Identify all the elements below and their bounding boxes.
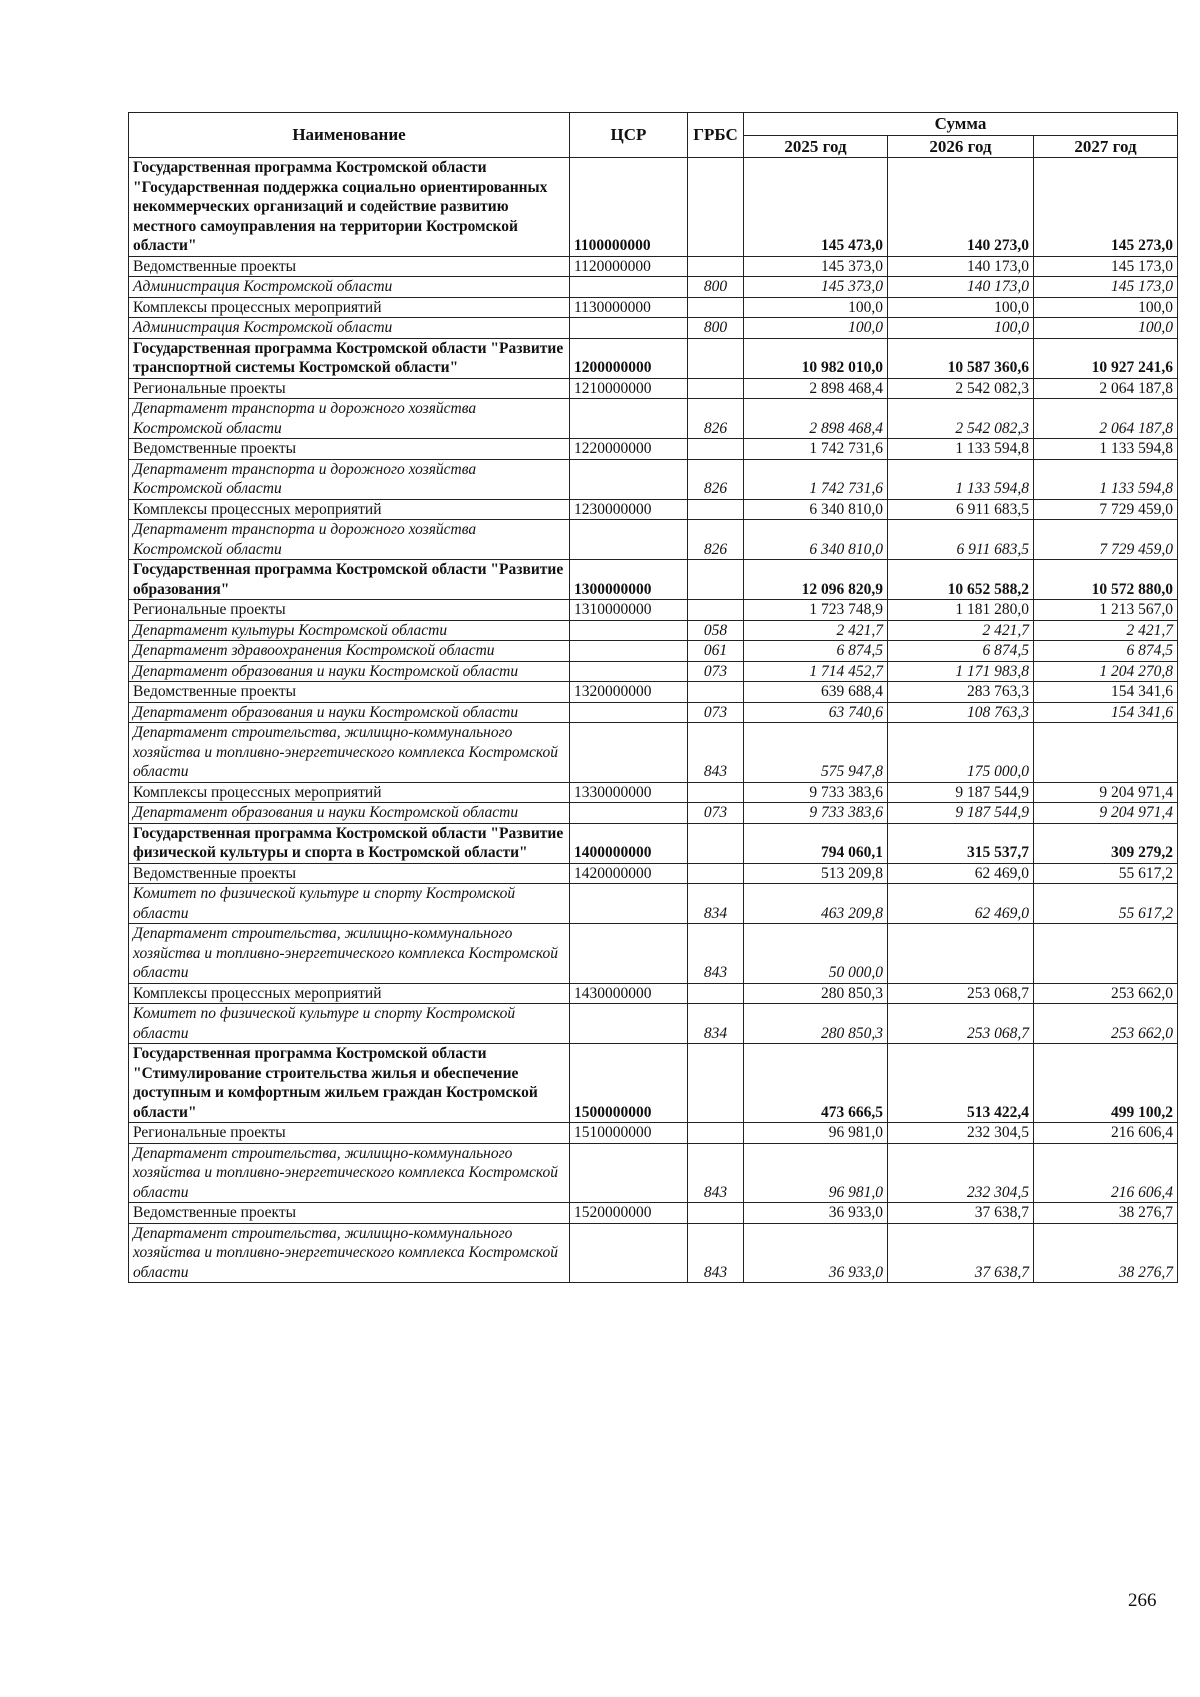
row-name-cell: Администрация Костромской области	[129, 277, 570, 298]
row-2027-cell: 7 729 459,0	[1034, 499, 1178, 520]
row-csr-cell: 1230000000	[570, 499, 688, 520]
row-2027-cell: 253 662,0	[1034, 1004, 1178, 1044]
table-row	[129, 884, 1178, 924]
row-2025-cell: 12 096 820,9	[744, 560, 888, 600]
row-2027-cell: 2 064 187,8	[1034, 399, 1178, 439]
row-2025-cell: 50 000,0	[744, 924, 888, 984]
row-2027-cell: 309 279,2	[1034, 823, 1178, 863]
row-2027-cell: 10 927 241,6	[1034, 338, 1178, 378]
row-name-cell: Ведомственные проекты	[129, 1203, 570, 1224]
header-csr: ЦСР	[570, 113, 688, 158]
header-grbs: ГРБС	[688, 113, 744, 158]
table-row	[129, 803, 1178, 824]
row-csr-cell	[570, 924, 688, 984]
row-grbs-cell	[688, 1203, 744, 1224]
row-name-cell: Департамент культуры Костромской области	[129, 620, 570, 641]
row-2025-cell: 96 981,0	[744, 1123, 888, 1144]
row-csr-cell: 1330000000	[570, 782, 688, 803]
row-2025-cell: 96 981,0	[744, 1143, 888, 1203]
row-2026-cell: 1 171 983,8	[888, 661, 1034, 682]
row-grbs-cell	[688, 863, 744, 884]
row-2025-cell: 145 373,0	[744, 277, 888, 298]
row-name-cell: Департамент строительства, жилищно-коммунального хозяйства и топливно-энергетического комплекса Костромской области	[129, 1143, 570, 1203]
row-csr-cell	[570, 459, 688, 499]
row-2026-cell: 140 173,0	[888, 277, 1034, 298]
row-grbs-cell: 843	[688, 1223, 744, 1283]
row-2026-cell: 315 537,7	[888, 823, 1034, 863]
row-2025-cell: 145 373,0	[744, 256, 888, 277]
row-grbs-cell	[688, 338, 744, 378]
table-row	[129, 277, 1178, 298]
row-grbs-cell: 843	[688, 723, 744, 783]
row-2027-cell	[1034, 723, 1178, 783]
row-2025-cell: 10 982 010,0	[744, 338, 888, 378]
row-2026-cell: 10 652 588,2	[888, 560, 1034, 600]
row-2026-cell	[888, 924, 1034, 984]
row-2026-cell: 2 542 082,3	[888, 378, 1034, 399]
row-2027-cell: 1 204 270,8	[1034, 661, 1178, 682]
row-name-cell: Департамент строительства, жилищно-коммунального хозяйства и топливно-энергетического комплекса Костромской области	[129, 723, 570, 783]
row-grbs-cell	[688, 983, 744, 1004]
row-2026-cell: 1 133 594,8	[888, 439, 1034, 460]
row-csr-cell: 1400000000	[570, 823, 688, 863]
row-2026-cell: 283 763,3	[888, 682, 1034, 703]
row-2027-cell: 216 606,4	[1034, 1143, 1178, 1203]
table-row	[129, 782, 1178, 803]
row-name-cell: Администрация Костромской области	[129, 318, 570, 339]
header-year-2026: 2026 год	[888, 135, 1034, 158]
row-grbs-cell: 073	[688, 661, 744, 682]
row-csr-cell: 1510000000	[570, 1123, 688, 1144]
row-grbs-cell	[688, 823, 744, 863]
row-name-cell: Ведомственные проекты	[129, 439, 570, 460]
row-name-cell: Государственная программа Костромской области "Развитие транспортной системы Костромской области"	[129, 338, 570, 378]
row-grbs-cell: 800	[688, 318, 744, 339]
row-name-cell: Ведомственные проекты	[129, 682, 570, 703]
row-2026-cell: 140 173,0	[888, 256, 1034, 277]
row-2026-cell: 253 068,7	[888, 1004, 1034, 1044]
row-csr-cell: 1320000000	[570, 682, 688, 703]
table-row	[129, 499, 1178, 520]
row-2025-cell: 639 688,4	[744, 682, 888, 703]
row-csr-cell	[570, 520, 688, 560]
row-name-cell: Государственная программа Костромской области "Стимулирование строительства жилья и обеспечение доступным и комфортным жильем граждан Костромской области"	[129, 1044, 570, 1123]
row-2025-cell: 6 340 810,0	[744, 520, 888, 560]
row-2027-cell: 145 273,0	[1034, 158, 1178, 257]
row-name-cell: Комплексы процессных мероприятий	[129, 983, 570, 1004]
header-sum: Сумма	[744, 113, 1178, 136]
row-2027-cell: 145 173,0	[1034, 277, 1178, 298]
row-grbs-cell: 800	[688, 277, 744, 298]
budget-table	[128, 112, 1178, 1283]
row-csr-cell: 1200000000	[570, 338, 688, 378]
row-name-cell: Департамент образования и науки Костромской области	[129, 661, 570, 682]
row-2026-cell: 37 638,7	[888, 1223, 1034, 1283]
row-csr-cell	[570, 318, 688, 339]
table-row	[129, 256, 1178, 277]
row-2026-cell: 62 469,0	[888, 863, 1034, 884]
row-2026-cell: 175 000,0	[888, 723, 1034, 783]
row-name-cell: Департамент транспорта и дорожного хозяйства Костромской области	[129, 399, 570, 439]
row-2027-cell	[1034, 924, 1178, 984]
table-row	[129, 682, 1178, 703]
row-2027-cell: 2 064 187,8	[1034, 378, 1178, 399]
row-csr-cell	[570, 723, 688, 783]
row-2025-cell: 100,0	[744, 297, 888, 318]
row-name-cell: Комитет по физической культуре и спорту Костромской области	[129, 1004, 570, 1044]
row-2026-cell: 232 304,5	[888, 1143, 1034, 1203]
row-2027-cell: 145 173,0	[1034, 256, 1178, 277]
row-2025-cell: 145 473,0	[744, 158, 888, 257]
row-csr-cell: 1300000000	[570, 560, 688, 600]
row-csr-cell	[570, 661, 688, 682]
row-grbs-cell	[688, 560, 744, 600]
row-grbs-cell	[688, 600, 744, 621]
row-2025-cell: 100,0	[744, 318, 888, 339]
row-csr-cell: 1520000000	[570, 1203, 688, 1224]
row-csr-cell: 1210000000	[570, 378, 688, 399]
row-2026-cell: 9 187 544,9	[888, 782, 1034, 803]
row-2027-cell: 9 204 971,4	[1034, 803, 1178, 824]
row-2025-cell: 1 742 731,6	[744, 459, 888, 499]
row-2027-cell: 55 617,2	[1034, 863, 1178, 884]
row-2025-cell: 280 850,3	[744, 983, 888, 1004]
table-row	[129, 1143, 1178, 1203]
row-csr-cell	[570, 399, 688, 439]
row-2025-cell: 575 947,8	[744, 723, 888, 783]
row-2027-cell: 10 572 880,0	[1034, 560, 1178, 600]
row-csr-cell: 1220000000	[570, 439, 688, 460]
row-2025-cell: 1 742 731,6	[744, 439, 888, 460]
row-2026-cell: 2 421,7	[888, 620, 1034, 641]
row-2027-cell: 38 276,7	[1034, 1203, 1178, 1224]
row-2027-cell: 216 606,4	[1034, 1123, 1178, 1144]
row-2026-cell: 2 542 082,3	[888, 399, 1034, 439]
row-grbs-cell: 843	[688, 1143, 744, 1203]
row-2026-cell: 6 911 683,5	[888, 499, 1034, 520]
row-grbs-cell: 826	[688, 399, 744, 439]
table-row	[129, 1004, 1178, 1044]
row-2026-cell: 10 587 360,6	[888, 338, 1034, 378]
row-csr-cell: 1310000000	[570, 600, 688, 621]
row-2025-cell: 36 933,0	[744, 1223, 888, 1283]
table-row	[129, 1223, 1178, 1283]
row-2026-cell: 62 469,0	[888, 884, 1034, 924]
row-2026-cell: 1 181 280,0	[888, 600, 1034, 621]
row-name-cell: Региональные проекты	[129, 600, 570, 621]
row-name-cell: Комплексы процессных мероприятий	[129, 297, 570, 318]
row-csr-cell	[570, 1223, 688, 1283]
table-row	[129, 661, 1178, 682]
row-2026-cell: 100,0	[888, 318, 1034, 339]
row-2026-cell: 6 874,5	[888, 641, 1034, 662]
row-csr-cell: 1100000000	[570, 158, 688, 257]
header-name: Наименование	[129, 113, 570, 158]
row-2025-cell: 2 421,7	[744, 620, 888, 641]
row-2025-cell: 6 874,5	[744, 641, 888, 662]
header-year-2027: 2027 год	[1034, 135, 1178, 158]
row-2027-cell: 55 617,2	[1034, 884, 1178, 924]
table-row	[129, 983, 1178, 1004]
row-2026-cell: 37 638,7	[888, 1203, 1034, 1224]
row-2027-cell: 38 276,7	[1034, 1223, 1178, 1283]
row-name-cell: Региональные проекты	[129, 378, 570, 399]
table-row	[129, 1203, 1178, 1224]
row-2027-cell: 253 662,0	[1034, 983, 1178, 1004]
row-name-cell: Ведомственные проекты	[129, 863, 570, 884]
row-grbs-cell	[688, 1123, 744, 1144]
row-2027-cell: 154 341,6	[1034, 682, 1178, 703]
row-grbs-cell: 073	[688, 803, 744, 824]
table-row	[129, 702, 1178, 723]
row-2026-cell: 140 273,0	[888, 158, 1034, 257]
row-csr-cell	[570, 1143, 688, 1203]
row-name-cell: Комплексы процессных мероприятий	[129, 499, 570, 520]
row-2026-cell: 513 422,4	[888, 1044, 1034, 1123]
table-row	[129, 318, 1178, 339]
row-csr-cell	[570, 620, 688, 641]
row-grbs-cell	[688, 256, 744, 277]
row-grbs-cell	[688, 782, 744, 803]
table-row	[129, 560, 1178, 600]
row-csr-cell: 1130000000	[570, 297, 688, 318]
row-csr-cell: 1500000000	[570, 1044, 688, 1123]
page-number: 266	[1128, 1590, 1157, 1611]
row-grbs-cell	[688, 682, 744, 703]
table-row	[129, 641, 1178, 662]
row-csr-cell	[570, 702, 688, 723]
row-name-cell: Ведомственные проекты	[129, 256, 570, 277]
row-grbs-cell: 834	[688, 1004, 744, 1044]
row-2027-cell: 1 133 594,8	[1034, 439, 1178, 460]
row-name-cell: Комитет по физической культуре и спорту Костромской области	[129, 884, 570, 924]
row-name-cell: Комплексы процессных мероприятий	[129, 782, 570, 803]
row-grbs-cell: 843	[688, 924, 744, 984]
table-header	[129, 113, 1178, 158]
row-name-cell: Департамент строительства, жилищно-коммунального хозяйства и топливно-энергетического комплекса Костромской области	[129, 924, 570, 984]
row-csr-cell: 1420000000	[570, 863, 688, 884]
row-grbs-cell: 834	[688, 884, 744, 924]
row-2025-cell: 9 733 383,6	[744, 803, 888, 824]
row-grbs-cell	[688, 297, 744, 318]
row-grbs-cell	[688, 499, 744, 520]
row-2027-cell: 1 133 594,8	[1034, 459, 1178, 499]
row-2026-cell: 108 763,3	[888, 702, 1034, 723]
row-csr-cell: 1120000000	[570, 256, 688, 277]
table-row	[129, 158, 1178, 257]
row-2025-cell: 2 898 468,4	[744, 399, 888, 439]
row-2025-cell: 63 740,6	[744, 702, 888, 723]
row-name-cell: Департамент строительства, жилищно-коммунального хозяйства и топливно-энергетического комплекса Костромской области	[129, 1223, 570, 1283]
row-grbs-cell	[688, 1044, 744, 1123]
row-csr-cell	[570, 884, 688, 924]
row-name-cell: Департамент образования и науки Костромской области	[129, 702, 570, 723]
row-2027-cell: 154 341,6	[1034, 702, 1178, 723]
row-2027-cell: 1 213 567,0	[1034, 600, 1178, 621]
row-grbs-cell: 061	[688, 641, 744, 662]
table-row	[129, 863, 1178, 884]
row-2027-cell: 7 729 459,0	[1034, 520, 1178, 560]
table-row	[129, 600, 1178, 621]
row-grbs-cell: 058	[688, 620, 744, 641]
row-2026-cell: 253 068,7	[888, 983, 1034, 1004]
row-grbs-cell: 826	[688, 520, 744, 560]
table-row	[129, 924, 1178, 984]
row-2027-cell: 100,0	[1034, 297, 1178, 318]
row-name-cell: Государственная программа Костромской области "Развитие образования"	[129, 560, 570, 600]
table-row	[129, 338, 1178, 378]
row-grbs-cell	[688, 439, 744, 460]
row-2025-cell: 2 898 468,4	[744, 378, 888, 399]
row-grbs-cell	[688, 158, 744, 257]
row-2027-cell: 6 874,5	[1034, 641, 1178, 662]
row-2026-cell: 232 304,5	[888, 1123, 1034, 1144]
row-2026-cell: 1 133 594,8	[888, 459, 1034, 499]
table-body	[129, 158, 1178, 1283]
row-name-cell: Департамент транспорта и дорожного хозяйства Костромской области	[129, 459, 570, 499]
table-row	[129, 459, 1178, 499]
row-2025-cell: 280 850,3	[744, 1004, 888, 1044]
row-2025-cell: 9 733 383,6	[744, 782, 888, 803]
row-2027-cell: 9 204 971,4	[1034, 782, 1178, 803]
row-2025-cell: 6 340 810,0	[744, 499, 888, 520]
row-2027-cell: 499 100,2	[1034, 1044, 1178, 1123]
table-row	[129, 1123, 1178, 1144]
row-2025-cell: 794 060,1	[744, 823, 888, 863]
table-row	[129, 1044, 1178, 1123]
row-2025-cell: 473 666,5	[744, 1044, 888, 1123]
row-csr-cell: 1430000000	[570, 983, 688, 1004]
table-row	[129, 378, 1178, 399]
row-2025-cell: 513 209,8	[744, 863, 888, 884]
table-row	[129, 620, 1178, 641]
row-name-cell: Департамент здравоохранения Костромской области	[129, 641, 570, 662]
row-2025-cell: 463 209,8	[744, 884, 888, 924]
header-year-2025: 2025 год	[744, 135, 888, 158]
row-2026-cell: 6 911 683,5	[888, 520, 1034, 560]
row-name-cell: Государственная программа Костромской области "Развитие физической культуры и спорта в Костромской области"	[129, 823, 570, 863]
table-row	[129, 399, 1178, 439]
row-2025-cell: 1 723 748,9	[744, 600, 888, 621]
table-row	[129, 723, 1178, 783]
row-grbs-cell	[688, 378, 744, 399]
table-row	[129, 297, 1178, 318]
row-csr-cell	[570, 803, 688, 824]
row-2027-cell: 100,0	[1034, 318, 1178, 339]
row-name-cell: Департамент транспорта и дорожного хозяйства Костромской области	[129, 520, 570, 560]
row-name-cell: Департамент образования и науки Костромской области	[129, 803, 570, 824]
row-2025-cell: 1 714 452,7	[744, 661, 888, 682]
row-csr-cell	[570, 641, 688, 662]
table-row	[129, 823, 1178, 863]
row-name-cell: Региональные проекты	[129, 1123, 570, 1144]
row-2026-cell: 100,0	[888, 297, 1034, 318]
row-2027-cell: 2 421,7	[1034, 620, 1178, 641]
row-grbs-cell: 826	[688, 459, 744, 499]
row-2025-cell: 36 933,0	[744, 1203, 888, 1224]
table-row	[129, 439, 1178, 460]
row-grbs-cell: 073	[688, 702, 744, 723]
table-row	[129, 520, 1178, 560]
row-name-cell: Государственная программа Костромской области "Государственная поддержка социально ориентированных некоммерческих организаций и содействие развитию местного самоуправления на территории Костромской области"	[129, 158, 570, 257]
row-csr-cell	[570, 1004, 688, 1044]
row-csr-cell	[570, 277, 688, 298]
row-2026-cell: 9 187 544,9	[888, 803, 1034, 824]
